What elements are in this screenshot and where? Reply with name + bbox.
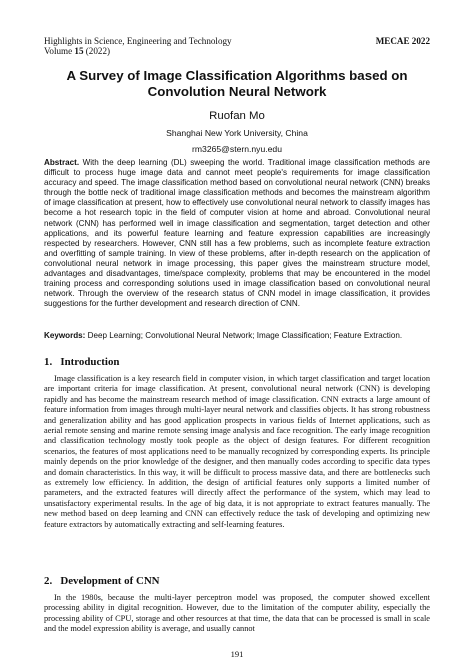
journal-name: Highlights in Science, Engineering and Technology (44, 36, 232, 46)
volume-year: (2022) (83, 46, 111, 56)
author-affiliation: Shanghai New York University, China (166, 128, 308, 138)
paper-title: A Survey of Image Classification Algorithms based on Convolution Neural Network (66, 68, 408, 99)
keywords-text: Deep Learning; Convolutional Neural Network; Image Classification; Feature Extraction. (85, 331, 403, 340)
abstract (44, 158, 430, 309)
keywords-label: Keywords: (44, 331, 86, 340)
development-paragraph: In the 1980s, because the multi-layer perceptron model was proposed, the computer showed excellent processing ability in digital recognition. However, due to the limitation of the computer ability, especially the processing ability of CPU, storage and other resources at that time, the data that can be processed is small in scale and the model expression ability is average, and usually cannot (44, 593, 430, 634)
page-number: 191 (230, 649, 244, 659)
volume-label: Volume (44, 46, 75, 56)
abstract-text: With the deep learning (DL) sweeping the world. Traditional image classification methods are difficult to process huge image data and cannot meet people's requirements for image classification accuracy and speed. The image classification method based on convolutional neural network (CNN) breaks through the bottle neck of traditional image classification methods and becomes the mainstream algorithm of image classification at present, how to effectively use convolutional neural network to classify images has become a hot research topic in the field of computer vision at home and abroad. Convolutional neural network (CNN) has performed well in image classification and segmentation, target detection and other applications, and its powerful feature learning and feature expression capabilities are increasingly respected by researchers. However, CNN still has a few problems, such as incomplete feature extraction and overfitting of sample training. In view of these problems, after in-depth research on the application of convolutional neural network in image processing, this paper gives the mainstream structure model, advantages and disadvantages, time/space complexity, problems that may be encountered in the model training process and corresponding solutions used in image classification based on convolutional neural network. Through the overview of the research status of CNN model in image classification, it provides suggestions for the further development and research direction of CNN. (44, 158, 430, 309)
abstract-label: Abstract. (44, 158, 80, 167)
author-email[interactable]: rm3265@stern.nyu.edu (192, 144, 282, 154)
section-heading-introduction: 1. Introduction (44, 356, 120, 368)
introduction-paragraph: Image classification is a key research field in computer vision, in which target classification and target location are important criteria for image classification. At present, convolutional neural network (CNN) is developing rapidly and has become the mainstream research method of image classification. CNN extracts a large amount of feature information from images through multi-layer neural network and classifies objects. It has strong robustness and generalization ability and has good application prospects in various fields of Internet applications, such as aerial remote sensing and marine remote sensing image analysis and face recognition. The early image recognition and classification technology mostly took people as the object of design features. For different recognition scenarios, the features of most applications need to be manually recognized by corresponding experts. Its principle mainly depends on the prior knowledge of the designer, and then manually codes according to specific data types and domain characteristics. In this way, it will be difficult to process massive data, and there are bottlenecks such as extremely low efficiency. In addition, the design of artificial features only supports a limited number of parameters, and the extracted features will directly affect the performance of the system, which may lead to unsatisfactory experimental results. In the age of big data, it is not appropriate to extract features manually. The new method based on deep learning and CNN can effectively reduce the task of developing and optimizing new feature extractors by automatically extracting and self-learning features. (44, 374, 430, 529)
volume-number: 15 (74, 46, 84, 56)
section-heading-development: 2. Development of CNN (44, 575, 160, 587)
conference-label: MECAE 2022 (375, 36, 430, 46)
keywords (44, 331, 430, 341)
author-name: Ruofan Mo (209, 110, 265, 122)
volume-line (44, 46, 430, 56)
